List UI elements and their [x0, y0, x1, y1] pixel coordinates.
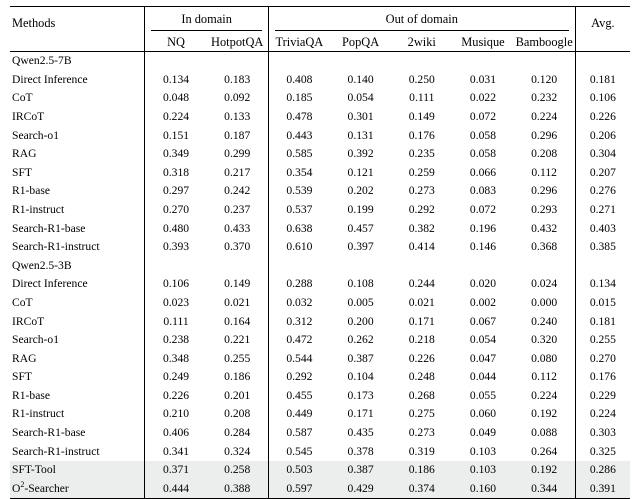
section-spacer-cell	[268, 257, 330, 276]
table-cell-value: 0.472	[268, 331, 330, 350]
row-method-label: SFT	[12, 370, 32, 384]
table-cell-value: 0.187	[224, 128, 251, 142]
table-cell-value: 0.349	[145, 145, 207, 164]
header-col-nq: NQ	[145, 33, 207, 52]
table-cell-value: 0.242	[224, 184, 251, 198]
section-spacer-cell	[452, 257, 513, 276]
table-cell-value: 0.259	[408, 165, 435, 179]
table-cell-value: 0.382	[408, 221, 435, 235]
table-cell-value: 0.160	[452, 480, 513, 499]
table-cell-value: 0.240	[514, 313, 576, 332]
table-cell-value: 0.055	[469, 388, 496, 402]
section-title: Qwen2.5-3B	[12, 258, 72, 272]
table-cell-value: 0.296	[514, 127, 576, 146]
table-cell-value: 0.414	[408, 240, 435, 254]
table-cell-avg: 0.271	[589, 202, 616, 216]
table-cell-value: 0.348	[145, 350, 207, 369]
table-cell-value: 0.319	[408, 444, 435, 458]
table-cell-value: 0.196	[469, 221, 496, 235]
row-method-label: RAG	[12, 351, 37, 365]
table-cell-value: 0.032	[268, 294, 330, 313]
table-cell-value: 0.297	[145, 182, 207, 201]
results-table	[10, 6, 630, 499]
table-cell-value: 0.092	[224, 91, 251, 105]
table-cell-value: 0.002	[469, 295, 496, 309]
row-method-label: SFT	[12, 165, 32, 179]
table-cell-value: 0.171	[408, 314, 435, 328]
table-cell-value: 0.273	[408, 426, 435, 440]
table-cell-value: 0.301	[347, 109, 374, 123]
table-cell-value: 0.429	[330, 480, 391, 499]
table-cell-avg: 0.270	[589, 351, 616, 365]
row-method-label: Search-o1	[12, 128, 59, 142]
table-row[interactable]	[10, 461, 630, 480]
table-cell-value: 0.058	[469, 147, 496, 161]
table-row[interactable]	[10, 238, 630, 257]
table-row[interactable]	[10, 405, 630, 424]
table-cell-value: 0.638	[268, 220, 330, 239]
row-method-label: R1-instruct	[12, 407, 65, 421]
header-col-hotpotqa: HotpotQA	[207, 33, 269, 52]
header-col-2wiki: 2wiki	[391, 33, 452, 52]
row-method-label: Search-R1-instruct	[12, 444, 100, 458]
table-cell-value: 0.368	[514, 238, 576, 257]
table-cell-value: 0.478	[268, 108, 330, 127]
table-cell-value: 0.104	[347, 370, 374, 384]
table-cell-value: 0.218	[408, 333, 435, 347]
table-cell-value: 0.083	[469, 184, 496, 198]
table-cell-value: 0.080	[514, 350, 576, 369]
table-cell-avg: 0.385	[589, 240, 616, 254]
table-cell-value: 0.224	[514, 108, 576, 127]
header-out-domain	[268, 7, 575, 33]
table-cell-value: 0.324	[224, 444, 251, 458]
table-cell-value: 0.587	[268, 424, 330, 443]
table-row[interactable]	[10, 294, 630, 313]
table-cell-value: 0.262	[347, 333, 374, 347]
table-row[interactable]	[10, 71, 630, 90]
table-cell-value: 0.072	[469, 109, 496, 123]
table-cell-avg: 0.181	[589, 72, 616, 86]
table-row[interactable]	[10, 182, 630, 201]
row-method-label: CoT	[12, 91, 33, 105]
table-cell-value: 0.255	[224, 351, 251, 365]
table-cell-value: 0.392	[347, 147, 374, 161]
table-cell-avg: 0.304	[589, 147, 616, 161]
table-row[interactable]	[10, 201, 630, 220]
table-cell-value: 0.433	[224, 221, 251, 235]
header-methods-empty	[10, 33, 145, 52]
row-method-label: Search-R1-base	[12, 426, 86, 440]
table-row[interactable]	[10, 443, 630, 462]
table-cell-value: 0.149	[224, 277, 251, 291]
table-cell-value: 0.121	[347, 165, 374, 179]
table-row[interactable]	[10, 164, 630, 183]
header-col-triviaqa: TriviaQA	[268, 33, 330, 52]
table-row[interactable]	[10, 480, 630, 499]
row-method-label: SFT-Tool	[10, 461, 145, 480]
table-cell-value: 0.176	[408, 128, 435, 142]
table-cell-avg: 0.206	[589, 128, 616, 142]
table-cell-value: 0.273	[408, 184, 435, 198]
row-method-label: R1-base	[12, 388, 50, 402]
table-cell-value: 0.545	[268, 443, 330, 462]
section-spacer-cell	[391, 257, 452, 276]
table-cell-value: 0.226	[408, 351, 435, 365]
table-cell-value: 0.112	[514, 164, 576, 183]
table-cell-value: 0.585	[268, 145, 330, 164]
table-cell-avg: 0.106	[589, 91, 616, 105]
table-cell-value: 0.503	[268, 461, 330, 480]
table-cell-avg: 0.276	[589, 184, 616, 198]
table-cell-value: 0.088	[514, 424, 576, 443]
table-cell-value: 0.120	[514, 71, 576, 90]
table-cell-value: 0.224	[145, 108, 207, 127]
table-cell-value: 0.164	[224, 314, 251, 328]
table-cell-value: 0.192	[514, 461, 576, 480]
table-cell-value: 0.443	[268, 127, 330, 146]
table-cell-avg: 0.286	[575, 461, 630, 480]
table-row[interactable]	[10, 350, 630, 369]
table-cell-avg: 0.303	[589, 426, 616, 440]
table-cell-value: 0.264	[514, 443, 576, 462]
table-cell-value: 0.288	[268, 275, 330, 294]
table-cell-avg: 0.255	[589, 333, 616, 347]
section-spacer-cell	[514, 52, 576, 71]
results-table-body	[10, 7, 630, 499]
table-cell-value: 0.108	[347, 277, 374, 291]
table-cell-value: 0.054	[469, 333, 496, 347]
table-cell-value: 0.270	[145, 201, 207, 220]
table-cell-value: 0.186	[391, 461, 452, 480]
table-cell-value: 0.275	[408, 407, 435, 421]
table-cell-value: 0.284	[224, 426, 251, 440]
table-cell-value: 0.299	[224, 147, 251, 161]
table-cell-avg: 0.226	[589, 109, 616, 123]
table-row[interactable]	[10, 108, 630, 127]
table-cell-value: 0.048	[145, 89, 207, 108]
table-cell-value: 0.149	[408, 109, 435, 123]
table-cell-value: 0.171	[347, 407, 374, 421]
table-cell-value: 0.296	[514, 182, 576, 201]
header-col-avg	[575, 33, 630, 52]
table-row[interactable]	[10, 127, 630, 146]
table-cell-value: 0.024	[514, 275, 576, 294]
header-out-domain-label: Out of domain	[275, 10, 569, 31]
table-cell-avg: 0.224	[589, 407, 616, 421]
header-col-bamboogle: Bamboogle	[514, 33, 576, 52]
table-cell-value: 0.103	[469, 444, 496, 458]
row-method-label: Direct Inference	[12, 72, 88, 86]
header-col-musique: Musique	[452, 33, 513, 52]
table-cell-value: 0.049	[469, 426, 496, 440]
table-cell-value: 0.449	[268, 405, 330, 424]
table-cell-value: 0.318	[145, 164, 207, 183]
row-method-label: IRCoT	[12, 314, 45, 328]
table-row[interactable]	[10, 145, 630, 164]
table-cell-value: 0.457	[347, 221, 374, 235]
table-cell-value: 0.354	[268, 164, 330, 183]
table-cell-value: 0.539	[268, 182, 330, 201]
table-cell-avg: 0.207	[589, 165, 616, 179]
table-cell-value: 0.023	[145, 294, 207, 313]
table-cell-value: 0.312	[268, 313, 330, 332]
table-cell-value: 0.173	[347, 388, 374, 402]
section-spacer-cell	[145, 52, 207, 71]
table-cell-value: 0.021	[224, 295, 251, 309]
table-cell-value: 0.537	[268, 201, 330, 220]
section-spacer-cell	[145, 257, 207, 276]
table-cell-value: 0.344	[514, 480, 576, 499]
table-cell-value: 0.072	[469, 202, 496, 216]
row-method-label: CoT	[12, 295, 33, 309]
row-method-label: Direct Inference	[12, 277, 88, 291]
table-cell-value: 0.131	[347, 128, 374, 142]
section-spacer-cell	[575, 257, 630, 276]
table-header-columns-row	[10, 33, 630, 52]
table-cell-value: 0.393	[145, 238, 207, 257]
row-method-label: RAG	[12, 147, 37, 161]
table-cell-value: 0.435	[347, 426, 374, 440]
table-row[interactable]	[10, 331, 630, 350]
table-cell-value: 0.067	[469, 314, 496, 328]
table-header-group-row	[10, 7, 630, 33]
table-cell-value: 0.480	[145, 220, 207, 239]
row-method-label: Search-R1-base	[12, 221, 86, 235]
section-title: Qwen2.5-7B	[12, 54, 72, 68]
table-cell-value: 0.186	[224, 370, 251, 384]
table-cell-value: 0.210	[145, 405, 207, 424]
table-cell-value: 0.183	[224, 72, 251, 86]
table-row[interactable]	[10, 368, 630, 387]
table-cell-value: 0.208	[224, 407, 251, 421]
table-cell-avg: 0.181	[589, 314, 616, 328]
table-cell-value: 0.293	[514, 201, 576, 220]
table-cell-value: 0.221	[224, 333, 251, 347]
section-spacer-cell	[207, 257, 269, 276]
table-cell-value: 0.292	[408, 202, 435, 216]
table-cell-value: 0.151	[145, 127, 207, 146]
table-cell-value: 0.244	[408, 277, 435, 291]
row-method-label: Search-o1	[12, 333, 59, 347]
table-cell-value: 0.250	[408, 72, 435, 86]
section-spacer-cell	[268, 52, 330, 71]
table-cell-value: 0.005	[347, 295, 374, 309]
row-method-label: Search-R1-instruct	[12, 240, 100, 254]
row-method-label: R1-base	[12, 184, 50, 198]
row-method-label: R1-instruct	[12, 202, 65, 216]
table-cell-value: 0.112	[514, 368, 576, 387]
table-cell-value: 0.134	[145, 71, 207, 90]
table-cell-value: 0.258	[207, 461, 269, 480]
table-cell-value: 0.217	[224, 165, 251, 179]
table-cell-value: 0.237	[224, 202, 251, 216]
row-method-label: $O^2$-Searcher	[10, 480, 145, 499]
table-cell-value: 0.544	[268, 350, 330, 369]
table-cell-value: 0.597	[268, 480, 330, 499]
table-cell-value: 0.044	[469, 370, 496, 384]
table-cell-value: 0.444	[145, 480, 207, 499]
table-cell-value: 0.371	[145, 461, 207, 480]
table-cell-value: 0.199	[347, 202, 374, 216]
table-cell-value: 0.226	[145, 387, 207, 406]
table-row[interactable]	[10, 313, 630, 332]
header-in-domain	[145, 7, 268, 33]
table-cell-avg: 0.015	[589, 295, 616, 309]
table-row[interactable]	[10, 89, 630, 108]
table-cell-value: 0.111	[145, 313, 207, 332]
table-cell-value: 0.397	[347, 240, 374, 254]
section-spacer-cell	[575, 52, 630, 71]
section-spacer-cell	[452, 52, 513, 71]
table-cell-value: 0.146	[469, 240, 496, 254]
row-method-label: IRCoT	[12, 109, 45, 123]
header-avg: Avg.	[575, 7, 630, 33]
section-header-row	[10, 257, 630, 276]
table-cell-avg: 0.229	[589, 388, 616, 402]
section-spacer-cell	[330, 257, 391, 276]
table-cell-value: 0.021	[408, 295, 435, 309]
table-cell-value: 0.047	[469, 351, 496, 365]
table-cell-value: 0.238	[145, 331, 207, 350]
table-cell-value: 0.406	[145, 424, 207, 443]
table-cell-value: 0.378	[347, 444, 374, 458]
table-cell-value: 0.200	[347, 314, 374, 328]
table-cell-value: 0.020	[469, 277, 496, 291]
table-cell-value: 0.208	[514, 145, 576, 164]
table-cell-value: 0.248	[408, 370, 435, 384]
table-cell-avg: 0.391	[575, 480, 630, 499]
table-cell-avg: 0.176	[589, 370, 616, 384]
table-cell-value: 0.387	[330, 461, 391, 480]
section-spacer-cell	[514, 257, 576, 276]
table-cell-value: 0.610	[268, 238, 330, 257]
table-cell-value: 0.022	[469, 91, 496, 105]
table-cell-avg: 0.134	[589, 277, 616, 291]
table-cell-value: 0.058	[469, 128, 496, 142]
table-cell-value: 0.031	[469, 72, 496, 86]
header-methods: Methods	[10, 7, 145, 33]
table-cell-value: 0.060	[469, 407, 496, 421]
section-header-row	[10, 52, 630, 71]
table-cell-value: 0.106	[145, 275, 207, 294]
table-cell-avg: 0.403	[589, 221, 616, 235]
table-cell-value: 0.387	[347, 351, 374, 365]
table-row[interactable]	[10, 424, 630, 443]
table-cell-value: 0.202	[347, 184, 374, 198]
table-row[interactable]	[10, 275, 630, 294]
table-cell-value: 0.192	[514, 405, 576, 424]
header-col-popqa: PopQA	[330, 33, 391, 52]
table-cell-value: 0.185	[268, 89, 330, 108]
table-cell-value: 0.224	[514, 387, 576, 406]
header-in-domain-label: In domain	[151, 10, 261, 31]
table-cell-value: 0.232	[514, 89, 576, 108]
table-row[interactable]	[10, 387, 630, 406]
table-cell-value: 0.320	[514, 331, 576, 350]
table-cell-value: 0.341	[145, 443, 207, 462]
table-cell-value: 0.103	[452, 461, 513, 480]
table-row[interactable]	[10, 220, 630, 239]
table-cell-value: 0.000	[514, 294, 576, 313]
section-spacer-cell	[330, 52, 391, 71]
section-spacer-cell	[391, 52, 452, 71]
table-cell-value: 0.370	[224, 240, 251, 254]
table-cell-value: 0.292	[268, 368, 330, 387]
table-cell-value: 0.268	[408, 388, 435, 402]
table-cell-value: 0.066	[469, 165, 496, 179]
table-cell-value: 0.140	[347, 72, 374, 86]
table-cell-avg: 0.325	[589, 444, 616, 458]
table-cell-value: 0.201	[224, 388, 251, 402]
table-cell-value: 0.133	[224, 109, 251, 123]
table-cell-value: 0.249	[145, 368, 207, 387]
table-cell-value: 0.054	[347, 91, 374, 105]
table-cell-value: 0.388	[207, 480, 269, 499]
table-cell-value: 0.408	[268, 71, 330, 90]
table-cell-value: 0.111	[409, 91, 435, 105]
section-spacer-cell	[207, 52, 269, 71]
table-cell-value: 0.432	[514, 220, 576, 239]
table-cell-value: 0.455	[268, 387, 330, 406]
table-cell-value: 0.235	[408, 147, 435, 161]
table-cell-value: 0.374	[391, 480, 452, 499]
